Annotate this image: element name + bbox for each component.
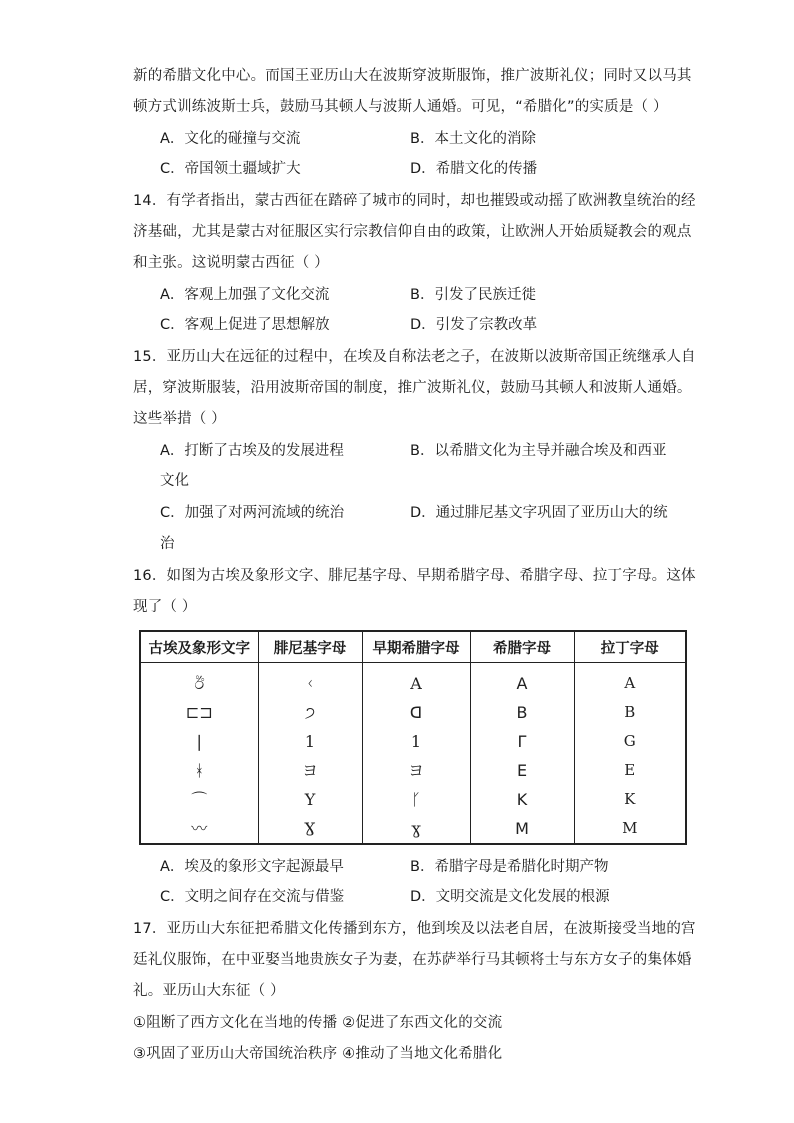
q17-statement-2: ②促进了东西文化的交流 xyxy=(342,1015,503,1031)
table-glyph-row xyxy=(140,663,686,845)
q15-option-c[interactable]: C．加强了对两河流域的统治 xyxy=(160,505,345,521)
egyptian-glyph: ❘ xyxy=(192,732,206,751)
q15-option-d[interactable]: D．通过腓尼基文字巩固了亚历山大的统 xyxy=(410,505,668,521)
early-greek-glyph: ヨ xyxy=(407,761,424,780)
q16-option-b[interactable]: B．希腊字母是希腊化时期产物 xyxy=(410,859,609,875)
table-header-row xyxy=(140,631,686,663)
q14-option-b[interactable]: B．引发了民族迁徙 xyxy=(410,287,536,303)
col-phoenician xyxy=(258,663,362,845)
q17-stem-line1: 17．亚历山大东征把希腊文化传播到东方，他到埃及以法老自居，在波斯接受当地的宫 xyxy=(133,921,696,937)
q15-option-d-cont: 治 xyxy=(160,536,175,552)
phoenician-glyph: ੭ xyxy=(304,703,316,722)
phoenician-glyph: ᚲ xyxy=(305,674,315,693)
header-early-greek: 早期希腊字母 xyxy=(362,631,470,663)
q16-option-a[interactable]: A．埃及的象形文字起源最早 xyxy=(160,859,344,875)
alphabet-comparison-table xyxy=(139,630,687,845)
q17-statement-3: ③巩固了亚历山大帝国统治秩序 xyxy=(133,1046,338,1062)
q17-statement-4: ④推动了当地文化希腊化 xyxy=(342,1046,503,1062)
q14-stem-line3: 和主张。这说明蒙古西征（ ） xyxy=(133,255,329,271)
col-egyptian xyxy=(140,663,258,845)
phoenician-glyph: Y xyxy=(304,790,316,809)
col-early-greek xyxy=(362,663,470,845)
header-phoenician: 腓尼基字母 xyxy=(258,631,362,663)
q14-option-c[interactable]: C．客观上促进了思想解放 xyxy=(160,317,330,333)
greek-glyph: B xyxy=(516,703,528,722)
q15-option-b[interactable]: B．以希腊文化为主导并融合埃及和西亚 xyxy=(410,443,667,459)
q15-option-b-cont: 文化 xyxy=(160,473,189,489)
egyptian-glyph: ⌒ xyxy=(191,790,208,809)
q13-option-c[interactable]: C．帝国领土疆域扩大 xyxy=(160,161,301,177)
q17-stem-line3: 礼。亚历山大东征（ ） xyxy=(133,983,285,999)
early-greek-glyph: ᗡ xyxy=(409,703,423,722)
latin-glyph: E xyxy=(624,761,636,779)
q15-stem-line1: 15．亚历山大在远征的过程中，在埃及自称法老之子，在波斯以波斯帝国正统继承人自 xyxy=(133,349,696,365)
latin-glyph: A xyxy=(624,674,636,692)
greek-glyph: K xyxy=(516,790,528,809)
early-greek-glyph: ᚴ xyxy=(411,790,421,809)
q17-stem-line2: 廷礼仪服饰，在中亚娶当地贵族女子为妻，在苏萨举行马其顿将士与东方女子的集体婚 xyxy=(133,952,692,968)
greek-glyph: E xyxy=(516,761,528,780)
q16-option-c[interactable]: C．文明之间存在交流与借鉴 xyxy=(160,889,345,905)
greek-glyph: Γ xyxy=(517,732,527,751)
q14-option-d[interactable]: D．引发了宗教改革 xyxy=(410,317,538,333)
q16-stem-line1: 16．如图为古埃及象形文字、腓尼基字母、早期希腊字母、希腊字母、拉丁字母。这体 xyxy=(133,568,696,584)
header-latin: 拉丁字母 xyxy=(574,631,686,663)
early-greek-glyph: A xyxy=(410,674,422,693)
q17-statements-line1 xyxy=(133,1012,502,1034)
egyptian-glyph: ⊏⊐ xyxy=(185,703,213,722)
phoenician-glyph: ヨ xyxy=(301,761,318,780)
q14-stem-line2: 济基础，尤其是蒙古对征服区实行宗教信仰自由的政策，让欧洲人开始质疑教会的观点 xyxy=(133,224,692,240)
q17-statement-1: ①阻断了西方文化在当地的传播 xyxy=(133,1015,338,1031)
egyptian-glyph: ᚼ xyxy=(194,761,205,780)
latin-glyph: K xyxy=(624,790,636,808)
early-greek-glyph: 1 xyxy=(410,732,422,751)
q15-option-a[interactable]: A．打断了古埃及的发展进程 xyxy=(160,443,344,459)
q15-stem-line3: 这些举措（ ） xyxy=(133,411,227,427)
q17-statements-line2 xyxy=(133,1043,502,1065)
greek-glyph: Μ xyxy=(515,819,529,838)
header-egyptian: 古埃及象形文字 xyxy=(140,631,258,663)
latin-glyph: M xyxy=(622,819,638,837)
q16-stem-line2: 现了（ ） xyxy=(133,599,197,615)
q14-stem-line1: 14．有学者指出，蒙古西征在踏碎了城市的同时，却也摧毁或动摇了欧洲教皇统治的经 xyxy=(133,193,696,209)
q16-option-d[interactable]: D．文明交流是文化发展的根源 xyxy=(410,889,610,905)
egyptian-glyph: 〰 xyxy=(191,819,208,838)
phoenician-glyph: 1 xyxy=(304,732,316,751)
q13-stem-line2: 顿方式训练波斯士兵，鼓励马其顿人与波斯人通婚。可见，“希腊化”的实质是（ ） xyxy=(133,99,668,115)
greek-glyph: A xyxy=(516,674,528,693)
latin-glyph: B xyxy=(624,703,636,721)
egyptian-glyph: ඊ xyxy=(194,674,205,693)
q14-option-a[interactable]: A．客观上加强了文化交流 xyxy=(160,287,330,303)
q13-option-b[interactable]: B．本土文化的消除 xyxy=(410,131,536,147)
q13-stem-line1: 新的希腊文化中心。而国王亚历山大在波斯穿波斯服饰，推广波斯礼仪；同时又以马其 xyxy=(133,68,692,84)
col-latin xyxy=(574,663,686,845)
phoenician-glyph: Ɣ xyxy=(304,819,316,838)
col-greek xyxy=(470,663,574,845)
header-greek: 希腊字母 xyxy=(470,631,574,663)
q13-option-a[interactable]: A．文化的碰撞与交流 xyxy=(160,131,301,147)
q15-stem-line2: 居，穿波斯服装，沿用波斯帝国的制度，推广波斯礼仪，鼓励马其顿人和波斯人通婚。 xyxy=(133,380,692,396)
latin-glyph: G xyxy=(623,732,636,750)
q13-option-d[interactable]: D．希腊文化的传播 xyxy=(410,161,538,177)
early-greek-glyph: ɣ xyxy=(411,819,421,838)
